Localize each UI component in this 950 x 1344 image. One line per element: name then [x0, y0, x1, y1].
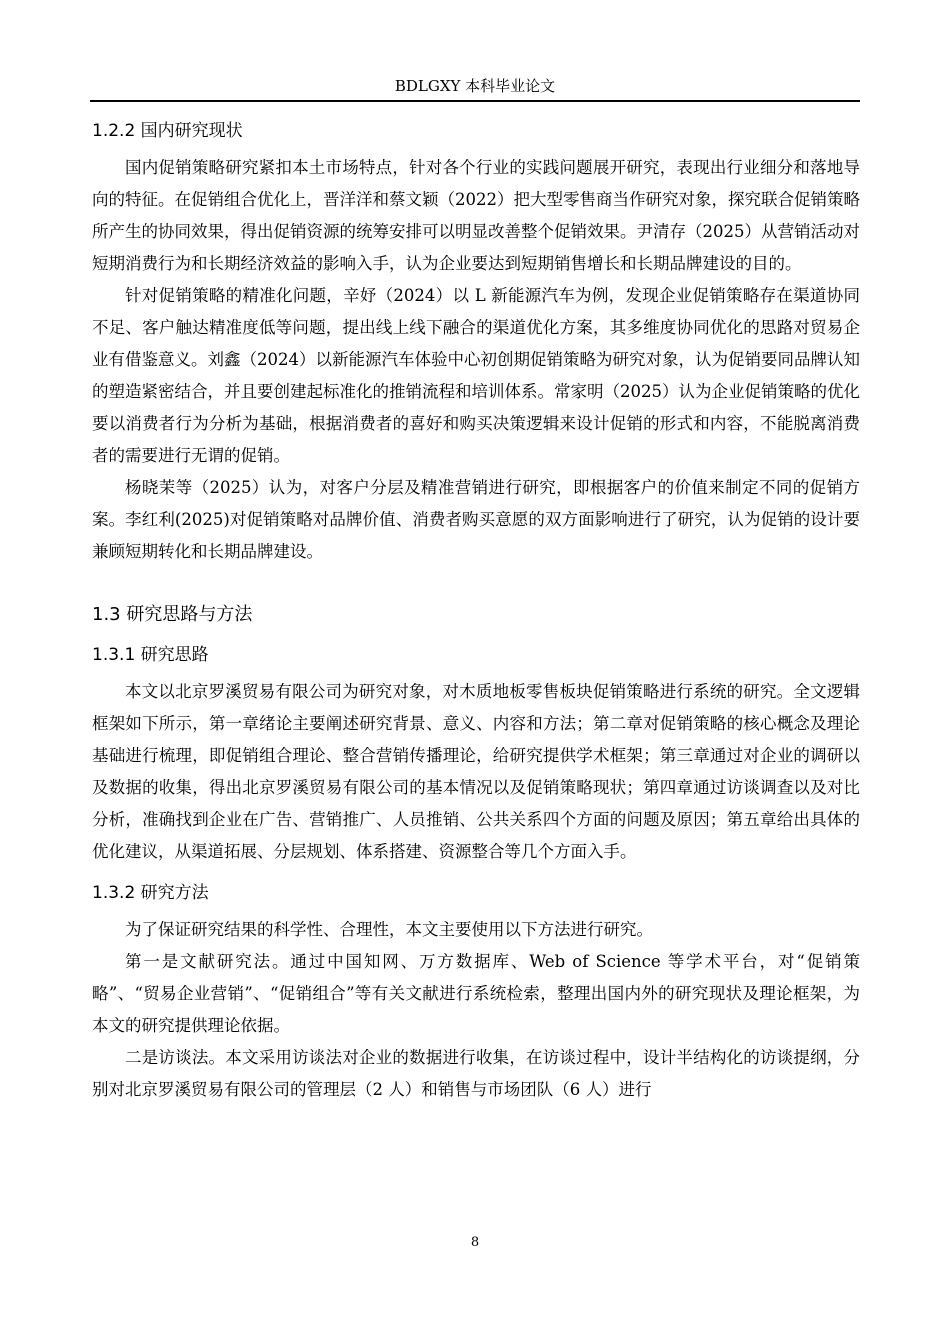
- section-heading-1-2-2: 1.2.2 国内研究现状: [92, 121, 243, 141]
- page-number: 8: [470, 1235, 480, 1250]
- header-divider: [90, 100, 860, 102]
- section-heading-1-3: 1.3 研究思路与方法: [92, 604, 253, 625]
- section-heading-1-3-1: 1.3.1 研究思路: [92, 645, 209, 665]
- paragraph: 二是访谈法。本文采用访谈法对企业的数据进行收集，在访谈过程中，设计半结构化的访谈提纲，分别对北京罗溪贸易有限公司的管理层（2 人）和销售与市场团队（6 人）进行: [92, 1048, 860, 1099]
- section-heading-1-3-2: 1.3.2 研究方法: [92, 883, 209, 903]
- paragraph: 第一是文献研究法。通过中国知网、万方数据库、Web of Science 等学术平台，对“促销策略”、“贸易企业营销”、“促销组合”等有关文献进行系统检索，整理出国内外的研究现状及理论框架，为本文的研究提供理论依据。: [92, 952, 860, 1035]
- page-header: BDLGXY 本科毕业论文: [394, 77, 556, 95]
- paragraph: 本文以北京罗溪贸易有限公司为研究对象，对木质地板零售板块促销策略进行系统的研究。全文逻辑框架如下所示，第一章绪论主要阐述研究背景、意义、内容和方法；第二章对促销策略的核心概念及理论基础进行梳理，即促销组合理论、整合营销传播理论，给研究提供学术框架；第三章通过对企业的调研以及数据的收集，得出北京罗溪贸易有限公司的基本情况以及促销策略现状；第四章通过访谈调查以及对比分析，准确找到企业在广告、营销推广、人员推销、公共关系四个方面的问题及原因；第五章给出具体的优化建议，从渠道拓展、分层规划、体系搭建、资源整合等几个方面入手。: [92, 682, 860, 861]
- paragraph: 为了保证研究结果的科学性、合理性，本文主要使用以下方法进行研究。: [125, 920, 653, 939]
- document-body: [92, 116, 860, 1106]
- paragraph: 国内促销策略研究紧扣本土市场特点，针对各个行业的实践问题展开研究，表现出行业细分和落地导向的特征。在促销组合优化上，晋洋洋和蔡文颖（2022）把大型零售商当作研究对象，探究联合促销策略所产生的协同效果，得出促销资源的统筹安排可以明显改善整个促销效果。尹清存（2025）从营销活动对短期消费行为和长期经济效益的影响入手，认为企业要达到短期销售增长和长期品牌建设的目的。: [92, 158, 860, 273]
- paragraph: 针对促销策略的精准化问题，辛妤（2024）以 L 新能源汽车为例，发现企业促销策略存在渠道协同不足、客户触达精准度低等问题，提出线上线下融合的渠道优化方案，其多维度协同优化的思路对贸易企业有借鉴意义。刘鑫（2024）以新能源汽车体验中心初创期促销策略为研究对象，认为促销要同品牌认知的塑造紧密结合，并且要创建起标准化的推销流程和培训体系。常家明（2025）认为企业促销策略的优化要以消费者行为分析为基础，根据消费者的喜好和购买决策逻辑来设计促销的形式和内容，不能脱离消费者的需要进行无谓的促销。: [92, 286, 860, 465]
- paragraph: 杨晓茉等（2025）认为，对客户分层及精准营销进行研究，即根据客户的价值来制定不同的促销方案。李红利(2025)对促销策略对品牌价值、消费者购买意愿的双方面影响进行了研究，认为促销的设计要兼顾短期转化和长期品牌建设。: [92, 478, 860, 561]
